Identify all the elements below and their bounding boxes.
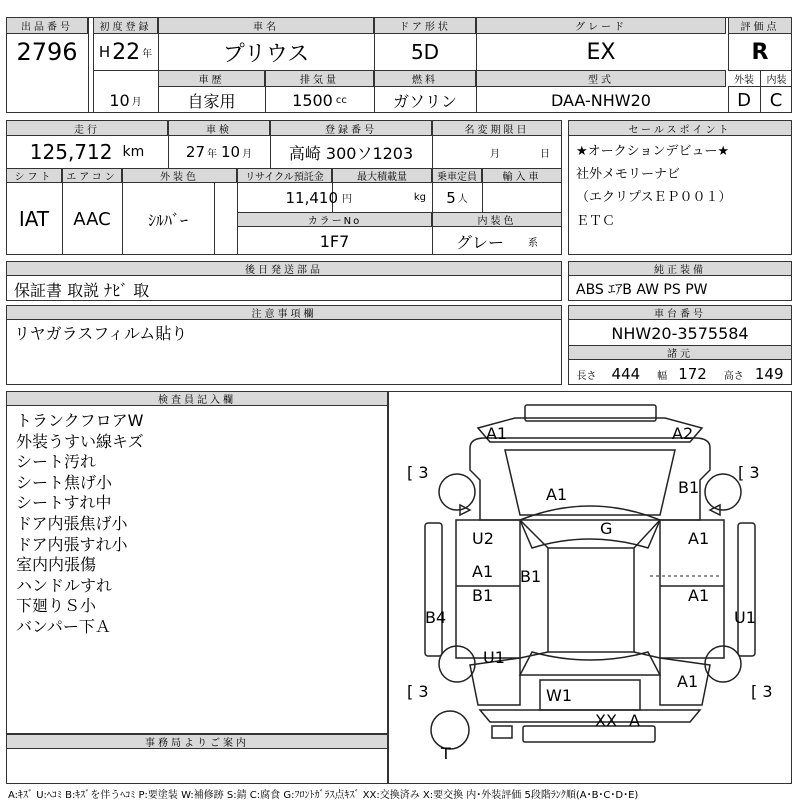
score-header: 評価点	[728, 17, 792, 34]
lot-number-header: 出品番号	[6, 17, 88, 34]
sales-point-line: ★オークションデビュー★	[576, 143, 730, 159]
length-value: 444	[611, 364, 641, 383]
inspection-month-unit: 月	[242, 148, 253, 160]
inspector-header: 検査員記入欄	[6, 391, 388, 406]
shift-header: シフト	[6, 168, 62, 183]
max-load-header: 最大積載量	[332, 168, 432, 183]
sales-point-line: 社外メモリーナビ	[576, 166, 681, 182]
exterior-color: ｼﾙﾊﾞｰ	[147, 210, 188, 230]
displacement	[265, 87, 374, 113]
mark-u2-left: U2	[472, 529, 494, 548]
genuine-equipment-value: ABS ｴｱB AW PS PW	[576, 282, 708, 298]
sales-point-line: （エクリプスＥＰ００１）	[576, 189, 732, 205]
notes-header: 注意事項欄	[6, 305, 562, 320]
score: R	[751, 39, 769, 65]
sales-point-line: ＥＴＣ	[576, 213, 616, 229]
mark-a1-right-rear-door: A1	[688, 586, 710, 605]
displacement-value: 1500	[292, 90, 333, 110]
mark-a2-front-right: A2	[672, 424, 694, 443]
fuel-header: 燃料	[374, 70, 476, 87]
inspector-item: ハンドルすれ	[16, 575, 113, 595]
mark-b4-left-sill: B4	[425, 608, 447, 627]
later-shipment-header: 後日発送部品	[6, 261, 562, 276]
era: H	[98, 43, 111, 61]
year-unit: 年	[142, 48, 153, 60]
deadline-header: 名変期限日	[432, 120, 562, 136]
grade: EX	[586, 39, 616, 65]
inspector-item: シート焦げ小	[16, 472, 113, 492]
aircon-header: エアコン	[62, 168, 122, 183]
inspector-item: バンパー下Ａ	[16, 616, 111, 636]
mark-a1-front-left: A1	[486, 424, 508, 443]
inspector-item: 室内内張傷	[16, 555, 97, 575]
mileage	[6, 136, 168, 168]
history-header: 車歴	[158, 70, 265, 87]
month: 10	[109, 90, 130, 110]
mark-t-spare: T	[441, 744, 451, 763]
capacity	[432, 183, 482, 212]
mark-g-windshield: G	[600, 519, 613, 538]
year: 22	[112, 39, 141, 65]
inspector-item: シート汚れ	[16, 452, 97, 472]
interior-color-value: グレー	[455, 232, 504, 252]
inspection-date	[168, 136, 270, 168]
mark-3-top-left: [ 3	[407, 463, 429, 482]
model-code-header: 型式	[476, 70, 726, 87]
mark-a1-hood: A1	[546, 485, 568, 504]
displacement-header: 排気量	[265, 70, 374, 87]
mileage-value: 125,712	[29, 140, 113, 164]
dimensions-row	[568, 361, 792, 385]
notes-value: リヤガラスフィルム貼り	[14, 323, 188, 343]
history: 自家用	[187, 91, 236, 111]
car-name-header: 車名	[158, 17, 374, 34]
interior-color-header: 内装色	[432, 212, 562, 227]
capacity-value: 5	[446, 188, 456, 207]
inspector-list	[16, 411, 376, 638]
max-load-unit: kg	[413, 192, 426, 203]
recycle-header: リサイクル預託金	[237, 168, 332, 183]
inspector-item: 下廻りＳ小	[16, 596, 97, 616]
inspector-item: トランクフロアW	[16, 411, 144, 430]
door-type-header: ドア形状	[374, 17, 476, 34]
inspection-year: 27	[185, 143, 205, 161]
first-registration-year	[93, 34, 158, 70]
mark-a1-left-door: A1	[472, 562, 494, 581]
width-value: 172	[678, 364, 707, 383]
width-label: 幅	[657, 370, 668, 382]
mark-3-top-right: [ 3	[738, 463, 760, 482]
mark-xx-rear: XX	[595, 711, 617, 730]
mark-u1-left-quarter: U1	[483, 648, 505, 667]
mark-b1-left-rear-door: B1	[472, 586, 494, 605]
mark-3-bottom-left: [ 3	[407, 682, 429, 701]
interior-header: 内装	[760, 70, 792, 87]
deadline-day-unit: 日	[540, 148, 550, 160]
inspection-month: 10	[221, 143, 241, 161]
recycle-fee-value: 11,410	[285, 188, 338, 207]
width-group	[657, 364, 707, 383]
lot-number: 2796	[16, 38, 78, 66]
length-group	[576, 364, 640, 383]
interior-grade: C	[769, 89, 783, 111]
height-label: 高さ	[723, 370, 744, 382]
car-name: プリウス	[222, 41, 310, 67]
mileage-header: 走行	[6, 120, 168, 136]
exterior-grade: D	[737, 89, 751, 111]
chassis-header: 車台番号	[568, 305, 792, 320]
first-registration-header: 初度登録	[93, 17, 158, 34]
damage-legend: A:ｷｽﾞ U:ﾍｺﾐ B:ｷｽﾞを伴うﾍｺﾐ P:要塗装 W:補修跡 S:錆 C:腐食 G:ﾌﾛﾝﾄｶﾞﾗｽ点ｷｽﾞ XX:交換済み X:要交換 内･外装評価 5段階ﾗﾝｸ順(A･B･C･D･E)	[8, 790, 639, 800]
mark-w1-trunk: W1	[546, 686, 572, 705]
deadline-month-unit: 月	[490, 148, 500, 160]
chassis-number: NHW20-3575584	[611, 323, 749, 343]
aircon: AAC	[73, 208, 111, 230]
door-type: 5D	[410, 40, 440, 64]
recycle-fee-unit: 円	[342, 194, 352, 205]
mark-3-bottom-right: [ 3	[751, 682, 773, 701]
recycle-fee	[237, 183, 354, 212]
capacity-unit: 人	[457, 194, 468, 205]
model-code: DAA-NHW20	[551, 90, 651, 110]
office-header: 事務局よりご案内	[6, 734, 388, 749]
inspector-item: シートすれ中	[16, 493, 112, 513]
car-body-diagram	[389, 392, 791, 783]
inspector-item: ドア内張すれ小	[16, 534, 128, 554]
interior-color	[432, 227, 562, 255]
first-registration-month	[93, 87, 158, 113]
month-unit: 月	[131, 96, 142, 108]
mark-a1-right-front-door: A1	[688, 529, 710, 548]
color-header: 外装色	[122, 168, 237, 183]
import-header: 輸入車	[482, 168, 562, 183]
later-shipment-value: 保証書 取説 ﾅﾋﾞ 取	[14, 280, 150, 300]
inspection-header: 車検	[168, 120, 270, 136]
mark-a1-right-quarter: A1	[677, 672, 699, 691]
registration-number: 高崎 300ソ1203	[288, 143, 414, 163]
exterior-header: 外装	[728, 70, 760, 87]
registration-header: 登録番号	[270, 120, 432, 136]
grade-header: グレード	[476, 17, 726, 34]
sales-points-header: セールスポイント	[568, 120, 792, 136]
mark-b1-right-fender: B1	[678, 478, 700, 497]
inspection-year-unit: 年	[207, 148, 217, 160]
shift: IAT	[18, 207, 50, 231]
fuel: ガソリン	[392, 91, 457, 111]
capacity-header: 乗車定員	[432, 168, 482, 183]
inspector-item: 外装うすい線キズ	[16, 431, 144, 451]
inspector-item: ドア内張焦げ小	[16, 513, 128, 533]
mark-b1-pillar: B1	[520, 567, 542, 586]
length-label: 長さ	[576, 370, 597, 382]
genuine-equipment-header: 純正装備	[568, 261, 792, 276]
height-group	[724, 364, 784, 383]
mark-a-rear: A	[629, 711, 640, 730]
interior-color-suffix: 系	[528, 237, 538, 249]
color-no: 1F7	[319, 231, 350, 251]
mark-u1-right-sill: U1	[734, 608, 756, 627]
displacement-unit: cc	[335, 94, 347, 106]
height-value: 149	[754, 364, 784, 383]
dimensions-header: 諸元	[568, 345, 792, 360]
color-no-header: カラーNo	[237, 212, 432, 227]
mileage-unit: km	[122, 144, 145, 160]
